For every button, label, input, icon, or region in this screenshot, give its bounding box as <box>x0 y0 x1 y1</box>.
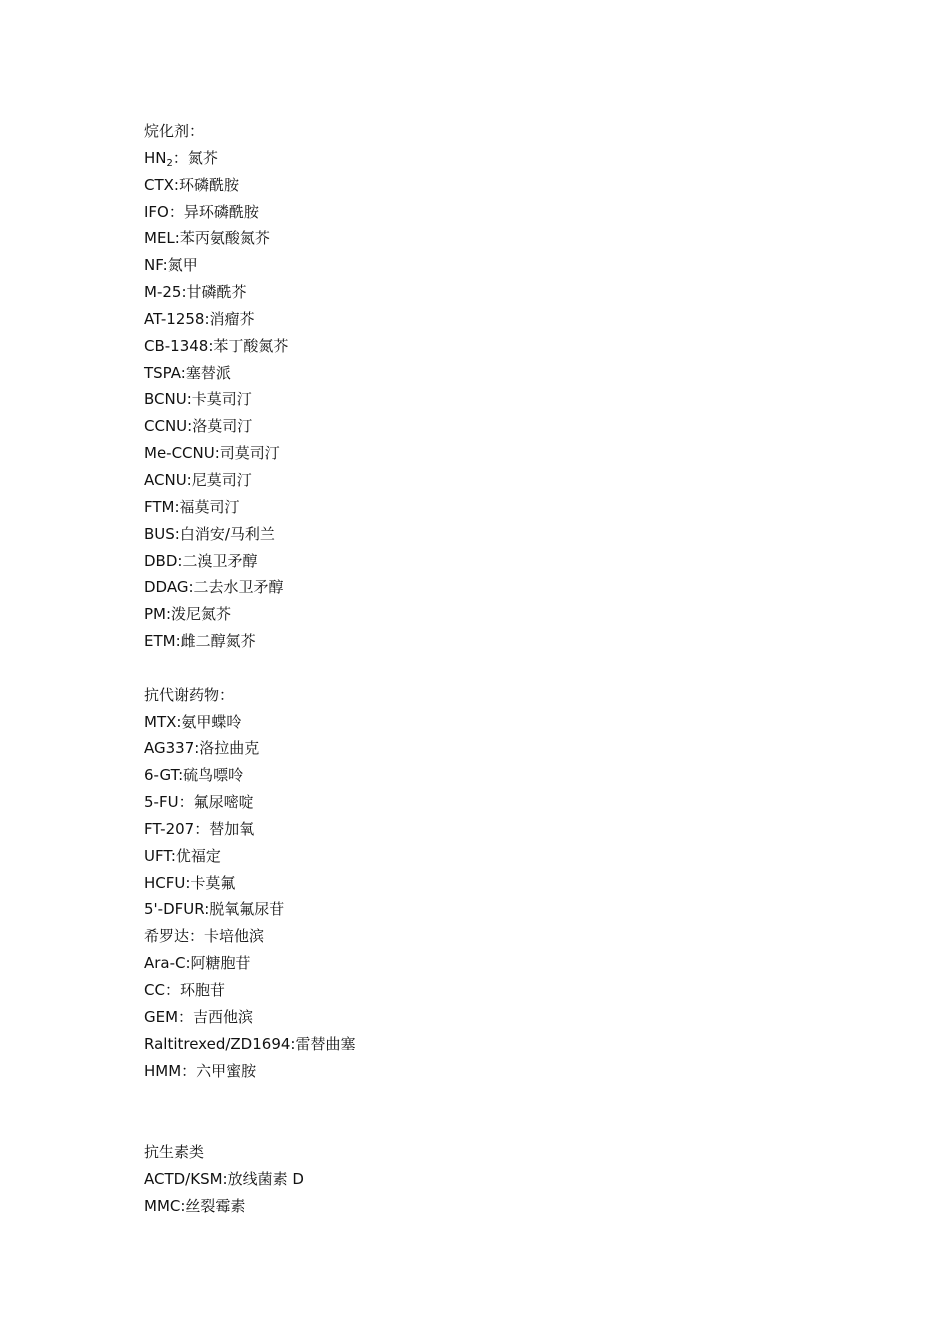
list-item: ACTD/KSM:放线菌素 D <box>144 1170 304 1189</box>
list-item: CCNU:洛莫司汀 <box>144 417 253 436</box>
section-heading-antimetabolites: 抗代谢药物： <box>144 685 235 704</box>
list-item: 希罗达：卡培他滨 <box>144 927 265 946</box>
list-item: FTM:福莫司汀 <box>144 497 240 516</box>
list-item: Raltitrexed/ZD1694:雷替曲塞 <box>144 1034 356 1053</box>
list-item: Ara-C:阿糖胞苷 <box>144 954 251 973</box>
list-item: BCNU:卡莫司汀 <box>144 390 252 409</box>
list-item: PM:泼尼氮芥 <box>144 605 232 624</box>
list-item: MEL:苯丙氨酸氮芥 <box>144 229 270 248</box>
list-item: DBD:二溴卫矛醇 <box>144 551 258 570</box>
list-item: 5-FU：氟尿嘧啶 <box>144 793 254 812</box>
list-item: BUS:白消安/马利兰 <box>144 524 275 543</box>
list-item: GEM：吉西他滨 <box>144 1007 254 1026</box>
subscript: 2 <box>166 157 173 169</box>
list-item: 5'-DFUR:脱氧氟尿苷 <box>144 900 285 919</box>
list-item: TSPA:塞替派 <box>144 363 231 382</box>
list-item: MTX:氨甲蝶呤 <box>144 712 242 731</box>
list-item: IFO：异环磷酰胺 <box>144 202 259 221</box>
list-item: CB-1348:苯丁酸氮芥 <box>144 336 289 355</box>
list-item: DDAG:二去水卫矛醇 <box>144 578 284 597</box>
list-item: AT-1258:消瘤芥 <box>144 309 255 328</box>
list-item: HMM：六甲蜜胺 <box>144 1061 257 1080</box>
document-content <box>144 118 904 1220</box>
list-item: CTX:环磷酰胺 <box>144 175 239 194</box>
list-item: AG337:洛拉曲克 <box>144 739 260 758</box>
spacer <box>144 1084 904 1139</box>
list-item: 6-GT:硫鸟嘌呤 <box>144 766 244 785</box>
list-item: NF:氮甲 <box>144 256 198 275</box>
section-heading-antibiotics: 抗生素类 <box>144 1143 205 1162</box>
list-item: Me-CCNU:司莫司汀 <box>144 444 280 463</box>
list-item <box>144 145 904 172</box>
drug-abbr: HN <box>144 148 167 167</box>
list-item: HCFU:卡莫氟 <box>144 873 236 892</box>
section-heading-alkylating: 烷化剂： <box>144 122 205 140</box>
list-item: UFT:优福定 <box>144 846 221 865</box>
list-item: ETM:雌二醇氮芥 <box>144 632 256 651</box>
drug-name: ：氮芥 <box>172 148 218 167</box>
list-item: M-25:甘磷酰芥 <box>144 283 247 302</box>
list-item: CC：环胞苷 <box>144 981 225 999</box>
list-item: FT-207：替加氧 <box>144 819 255 838</box>
list-item: ACNU:尼莫司汀 <box>144 470 252 489</box>
list-item: MMC:丝裂霉素 <box>144 1197 246 1216</box>
spacer <box>144 655 904 682</box>
